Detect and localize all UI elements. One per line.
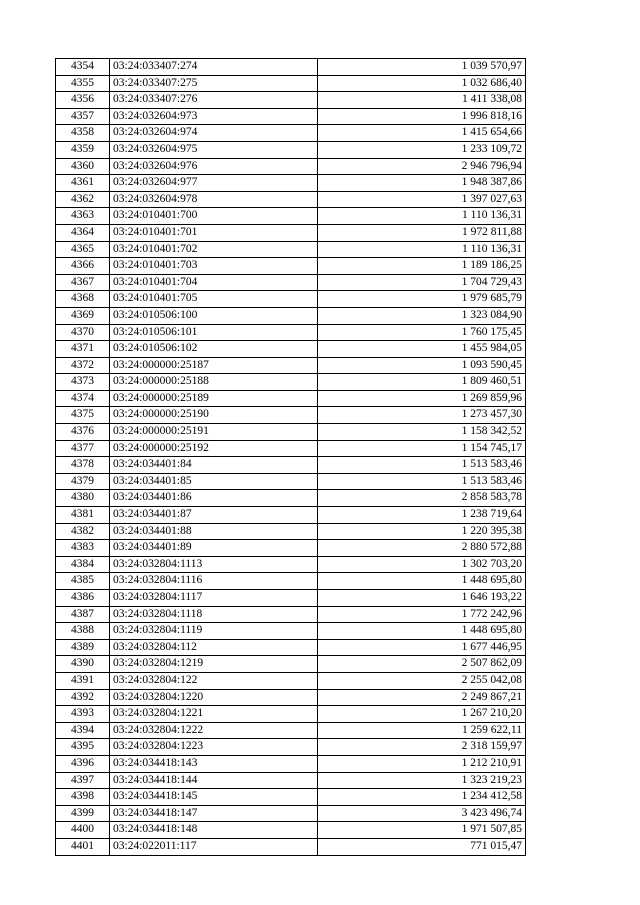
value-cell: 1 233 109,72 [318, 141, 526, 158]
value-cell: 1 032 686,40 [318, 75, 526, 92]
cadastral-number-cell: 03:24:010401:705 [110, 291, 318, 308]
cadastral-number-cell: 03:24:032804:1219 [110, 656, 318, 673]
table-row [56, 689, 526, 706]
table-row [56, 390, 526, 407]
table-row [56, 540, 526, 557]
row-number-cell: 4379 [56, 473, 110, 490]
value-cell: 1 189 186,25 [318, 258, 526, 275]
row-number-cell: 4362 [56, 191, 110, 208]
value-cell: 1 039 570,97 [318, 59, 526, 76]
row-number-cell: 4386 [56, 590, 110, 607]
table-row [56, 490, 526, 507]
table-row [56, 805, 526, 822]
value-cell: 1 093 590,45 [318, 357, 526, 374]
cadastral-number-cell: 03:24:000000:25189 [110, 390, 318, 407]
row-number-cell: 4361 [56, 175, 110, 192]
value-cell: 1 110 136,31 [318, 241, 526, 258]
value-cell: 771 015,47 [318, 838, 526, 855]
row-number-cell: 4365 [56, 241, 110, 258]
cadastral-number-cell: 03:24:034418:145 [110, 789, 318, 806]
table-row [56, 241, 526, 258]
table-row [56, 108, 526, 125]
table-row [56, 656, 526, 673]
row-number-cell: 4376 [56, 424, 110, 441]
value-cell: 2 507 862,09 [318, 656, 526, 673]
cadastral-number-cell: 03:24:032604:976 [110, 158, 318, 175]
row-number-cell: 4383 [56, 540, 110, 557]
table-row [56, 722, 526, 739]
cadastral-number-cell: 03:24:033407:276 [110, 92, 318, 109]
value-cell: 1 397 027,63 [318, 191, 526, 208]
row-number-cell: 4373 [56, 374, 110, 391]
cadastral-number-cell: 03:24:032804:1116 [110, 573, 318, 590]
table-row [56, 175, 526, 192]
cadastral-number-cell: 03:24:034401:84 [110, 457, 318, 474]
row-number-cell: 4368 [56, 291, 110, 308]
row-number-cell: 4390 [56, 656, 110, 673]
table-row [56, 755, 526, 772]
value-cell: 2 880 572,88 [318, 540, 526, 557]
cadastral-number-cell: 03:24:032804:122 [110, 672, 318, 689]
table-row [56, 424, 526, 441]
cadastral-number-cell: 03:24:034418:147 [110, 805, 318, 822]
cadastral-number-cell: 03:24:032804:1223 [110, 739, 318, 756]
row-number-cell: 4399 [56, 805, 110, 822]
value-cell: 1 513 583,46 [318, 457, 526, 474]
cadastral-number-cell: 03:24:032604:973 [110, 108, 318, 125]
row-number-cell: 4364 [56, 224, 110, 241]
table-row [56, 291, 526, 308]
row-number-cell: 4392 [56, 689, 110, 706]
row-number-cell: 4398 [56, 789, 110, 806]
row-number-cell: 4367 [56, 274, 110, 291]
row-number-cell: 4384 [56, 556, 110, 573]
row-number-cell: 4354 [56, 59, 110, 76]
cadastral-number-cell: 03:24:010506:100 [110, 307, 318, 324]
row-number-cell: 4359 [56, 141, 110, 158]
table-row [56, 507, 526, 524]
row-number-cell: 4391 [56, 672, 110, 689]
cadastral-number-cell: 03:24:034401:87 [110, 507, 318, 524]
cadastral-number-cell: 03:24:034401:88 [110, 523, 318, 540]
cadastral-value-table [55, 58, 526, 856]
table-row [56, 590, 526, 607]
value-cell: 1 704 729,43 [318, 274, 526, 291]
row-number-cell: 4396 [56, 755, 110, 772]
value-cell: 1 411 338,08 [318, 92, 526, 109]
cadastral-number-cell: 03:24:010506:101 [110, 324, 318, 341]
value-cell: 1 110 136,31 [318, 208, 526, 225]
cadastral-number-cell: 03:24:032804:1113 [110, 556, 318, 573]
table-body [56, 59, 526, 856]
table-row [56, 440, 526, 457]
value-cell: 2 858 583,78 [318, 490, 526, 507]
row-number-cell: 4366 [56, 258, 110, 275]
value-cell: 1 415 654,66 [318, 125, 526, 142]
row-number-cell: 4357 [56, 108, 110, 125]
row-number-cell: 4388 [56, 623, 110, 640]
value-cell: 2 255 042,08 [318, 672, 526, 689]
cadastral-number-cell: 03:24:010401:704 [110, 274, 318, 291]
table-row [56, 208, 526, 225]
value-cell: 1 448 695,80 [318, 573, 526, 590]
value-cell: 1 948 387,86 [318, 175, 526, 192]
table-row [56, 374, 526, 391]
value-cell: 1 972 811,88 [318, 224, 526, 241]
row-number-cell: 4369 [56, 307, 110, 324]
table-row [56, 75, 526, 92]
value-cell: 1 996 818,16 [318, 108, 526, 125]
row-number-cell: 4378 [56, 457, 110, 474]
value-cell: 1 772 242,96 [318, 606, 526, 623]
cadastral-number-cell: 03:24:034401:85 [110, 473, 318, 490]
table-row [56, 822, 526, 839]
table-row [56, 158, 526, 175]
cadastral-number-cell: 03:24:034401:89 [110, 540, 318, 557]
value-cell: 1 267 210,20 [318, 706, 526, 723]
value-cell: 1 154 745,17 [318, 440, 526, 457]
table-row [56, 739, 526, 756]
table-row [56, 772, 526, 789]
row-number-cell: 4395 [56, 739, 110, 756]
value-cell: 2 249 867,21 [318, 689, 526, 706]
cadastral-number-cell: 03:24:010401:700 [110, 208, 318, 225]
row-number-cell: 4393 [56, 706, 110, 723]
table-row [56, 125, 526, 142]
table-row [56, 92, 526, 109]
row-number-cell: 4401 [56, 838, 110, 855]
table-row [56, 523, 526, 540]
cadastral-number-cell: 03:24:000000:25187 [110, 357, 318, 374]
row-number-cell: 4385 [56, 573, 110, 590]
row-number-cell: 4389 [56, 639, 110, 656]
row-number-cell: 4387 [56, 606, 110, 623]
table-row [56, 556, 526, 573]
cadastral-number-cell: 03:24:032804:112 [110, 639, 318, 656]
table-row [56, 473, 526, 490]
value-cell: 1 238 719,64 [318, 507, 526, 524]
table-row [56, 606, 526, 623]
cadastral-number-cell: 03:24:032804:1117 [110, 590, 318, 607]
cadastral-number-cell: 03:24:033407:274 [110, 59, 318, 76]
table-row [56, 672, 526, 689]
cadastral-number-cell: 03:24:034401:86 [110, 490, 318, 507]
value-cell: 1 259 622,11 [318, 722, 526, 739]
cadastral-number-cell: 03:24:032604:974 [110, 125, 318, 142]
value-cell: 1 809 460,51 [318, 374, 526, 391]
cadastral-number-cell: 03:24:022011:117 [110, 838, 318, 855]
table-row [56, 838, 526, 855]
row-number-cell: 4360 [56, 158, 110, 175]
row-number-cell: 4382 [56, 523, 110, 540]
value-cell: 1 273 457,30 [318, 407, 526, 424]
value-cell: 1 269 859,96 [318, 390, 526, 407]
value-cell: 1 455 984,05 [318, 341, 526, 358]
table-row [56, 59, 526, 76]
value-cell: 1 220 395,38 [318, 523, 526, 540]
table-row [56, 224, 526, 241]
row-number-cell: 4377 [56, 440, 110, 457]
table-row [56, 457, 526, 474]
row-number-cell: 4397 [56, 772, 110, 789]
table-row [56, 341, 526, 358]
table-row [56, 789, 526, 806]
value-cell: 1 323 084,90 [318, 307, 526, 324]
value-cell: 2 318 159,97 [318, 739, 526, 756]
row-number-cell: 4380 [56, 490, 110, 507]
row-number-cell: 4374 [56, 390, 110, 407]
cadastral-number-cell: 03:24:032804:1221 [110, 706, 318, 723]
cadastral-number-cell: 03:24:034418:148 [110, 822, 318, 839]
value-cell: 1 971 507,85 [318, 822, 526, 839]
cadastral-number-cell: 03:24:032804:1118 [110, 606, 318, 623]
value-cell: 1 677 446,95 [318, 639, 526, 656]
table-row [56, 258, 526, 275]
row-number-cell: 4372 [56, 357, 110, 374]
value-cell: 1 760 175,45 [318, 324, 526, 341]
table-row [56, 639, 526, 656]
value-cell: 1 212 210,91 [318, 755, 526, 772]
cadastral-number-cell: 03:24:010506:102 [110, 341, 318, 358]
cadastral-number-cell: 03:24:032604:977 [110, 175, 318, 192]
table-row [56, 307, 526, 324]
value-cell: 1 646 193,22 [318, 590, 526, 607]
value-cell: 2 946 796,94 [318, 158, 526, 175]
table-row [56, 274, 526, 291]
cadastral-number-cell: 03:24:032804:1220 [110, 689, 318, 706]
row-number-cell: 4400 [56, 822, 110, 839]
row-number-cell: 4370 [56, 324, 110, 341]
value-cell: 1 513 583,46 [318, 473, 526, 490]
row-number-cell: 4355 [56, 75, 110, 92]
cadastral-number-cell: 03:24:010401:703 [110, 258, 318, 275]
row-number-cell: 4381 [56, 507, 110, 524]
cadastral-number-cell: 03:24:034418:143 [110, 755, 318, 772]
cadastral-number-cell: 03:24:000000:25192 [110, 440, 318, 457]
row-number-cell: 4363 [56, 208, 110, 225]
cadastral-number-cell: 03:24:000000:25188 [110, 374, 318, 391]
cadastral-number-cell: 03:24:032804:1222 [110, 722, 318, 739]
value-cell: 1 979 685,79 [318, 291, 526, 308]
row-number-cell: 4358 [56, 125, 110, 142]
value-cell: 1 302 703,20 [318, 556, 526, 573]
value-cell: 3 423 496,74 [318, 805, 526, 822]
cadastral-number-cell: 03:24:000000:25191 [110, 424, 318, 441]
row-number-cell: 4375 [56, 407, 110, 424]
cadastral-number-cell: 03:24:032804:1119 [110, 623, 318, 640]
table-row [56, 191, 526, 208]
table-row [56, 573, 526, 590]
cadastral-number-cell: 03:24:032604:975 [110, 141, 318, 158]
table-row [56, 324, 526, 341]
row-number-cell: 4371 [56, 341, 110, 358]
table-row [56, 623, 526, 640]
value-cell: 1 158 342,52 [318, 424, 526, 441]
cadastral-number-cell: 03:24:033407:275 [110, 75, 318, 92]
table-row [56, 141, 526, 158]
cadastral-number-cell: 03:24:000000:25190 [110, 407, 318, 424]
table-row [56, 407, 526, 424]
cadastral-number-cell: 03:24:010401:702 [110, 241, 318, 258]
table-row [56, 357, 526, 374]
row-number-cell: 4356 [56, 92, 110, 109]
cadastral-number-cell: 03:24:010401:701 [110, 224, 318, 241]
table-row [56, 706, 526, 723]
value-cell: 1 448 695,80 [318, 623, 526, 640]
value-cell: 1 234 412,58 [318, 789, 526, 806]
cadastral-number-cell: 03:24:034418:144 [110, 772, 318, 789]
value-cell: 1 323 219,23 [318, 772, 526, 789]
cadastral-number-cell: 03:24:032604:978 [110, 191, 318, 208]
row-number-cell: 4394 [56, 722, 110, 739]
